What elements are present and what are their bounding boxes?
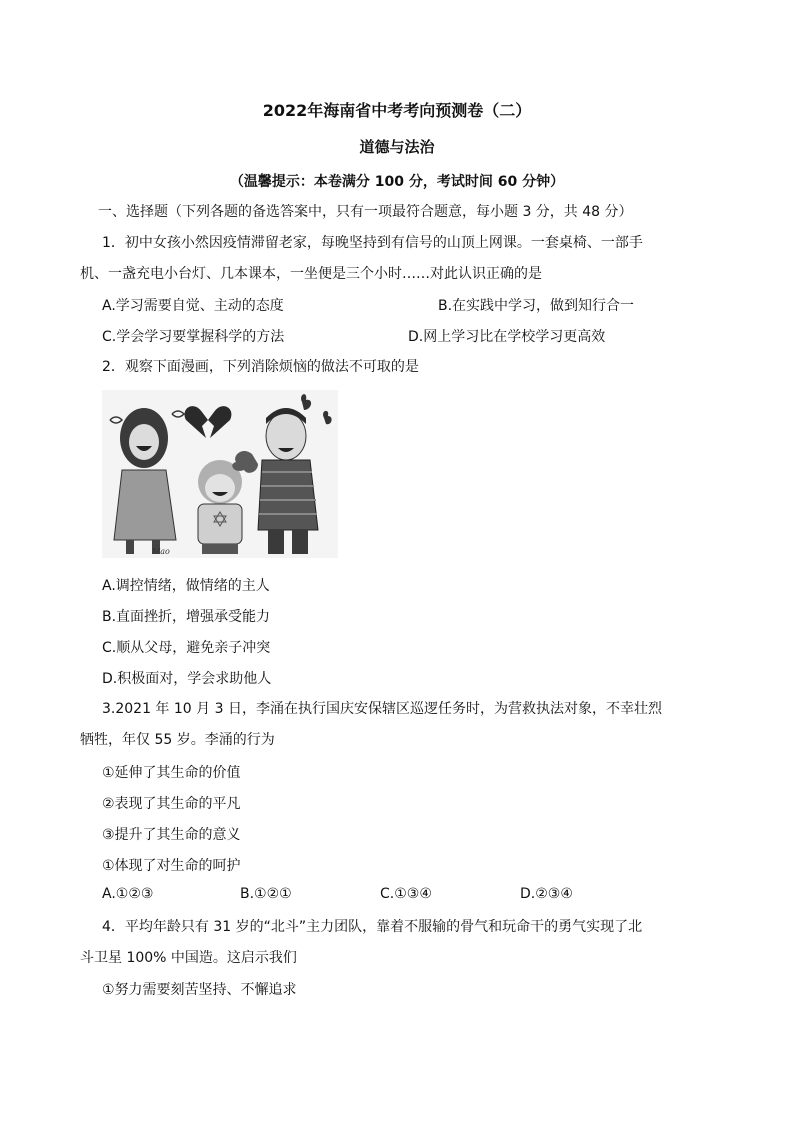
q3-stem-line1: 3.2021 年 10 月 3 日，李涌在执行国庆安保辖区巡逻任务时，为营救执法对象，不幸壮烈 [102,701,662,717]
q3-option-a: A.①②③ [102,886,154,902]
q3-option-c: C.①③④ [380,886,432,902]
q3-option-b: B.①②① [240,886,292,902]
q3-statement-1: ①延伸了其生命的价值 [102,765,241,781]
q3-statement-4: ①体现了对生命的呵护 [102,858,241,874]
q1-option-d: D.网上学习比在学校学习更高效 [408,329,606,345]
q1-stem-line1: 1．初中女孩小然因疫情滞留老家，每晚坚持到有信号的山顶上网课。一套桌椅、一部手 [102,235,643,251]
exam-tip: （温馨提示：本卷满分 100 分，考试时间 60 分钟） [229,174,565,190]
q2-option-b: B.直面挫折，增强承受能力 [102,609,271,625]
q2-option-c: C.顺从父母，避免亲子冲突 [102,640,271,656]
section-heading: 一、选择题（下列各题的备选答案中，只有一项最符合题意，每小题 3 分，共 48 分） [98,204,633,220]
q2-option-a: A.调控情绪，做情绪的主人 [102,578,270,594]
q4-stem-line1: 4．平均年龄只有 31 岁的“北斗”主力团队，靠着不服输的骨气和玩命干的勇气实现了北 [102,919,643,935]
exam-title: 2022年海南省中考考向预测卷（二） [262,101,532,120]
q1-stem-line2: 机、一盏充电小台灯、几本课本，一坐便是三个小时……对此认识正确的是 [80,266,542,282]
q1-option-a: A.学习需要自觉、主动的态度 [102,298,284,314]
cartoon-image [102,390,338,558]
crying-child-figure [198,460,242,554]
q4-statement-1: ①努力需要刻苦坚持、不懈追求 [102,982,297,998]
q3-statement-3: ③提升了其生命的意义 [102,827,241,843]
q2-option-d: D.积极面对，学会求助他人 [102,671,272,687]
exam-subject: 道德与法治 [359,138,435,156]
q3-stem-line2: 牺牲，年仅 55 岁。李涌的行为 [80,732,275,748]
q1-option-b: B.在实践中学习，做到知行合一 [438,298,635,314]
q4-stem-line2: 斗卫星 100% 中国造。这启示我们 [80,950,297,966]
q2-stem: 2．观察下面漫画，下列消除烦恼的做法不可取的是 [102,359,419,375]
q3-statement-2: ②表现了其生命的平凡 [102,796,241,812]
q1-option-c: C.学会学习要掌握科学的方法 [102,329,285,345]
cartoon-signature: Mao [152,547,170,556]
q3-option-d: D.②③④ [520,886,573,902]
